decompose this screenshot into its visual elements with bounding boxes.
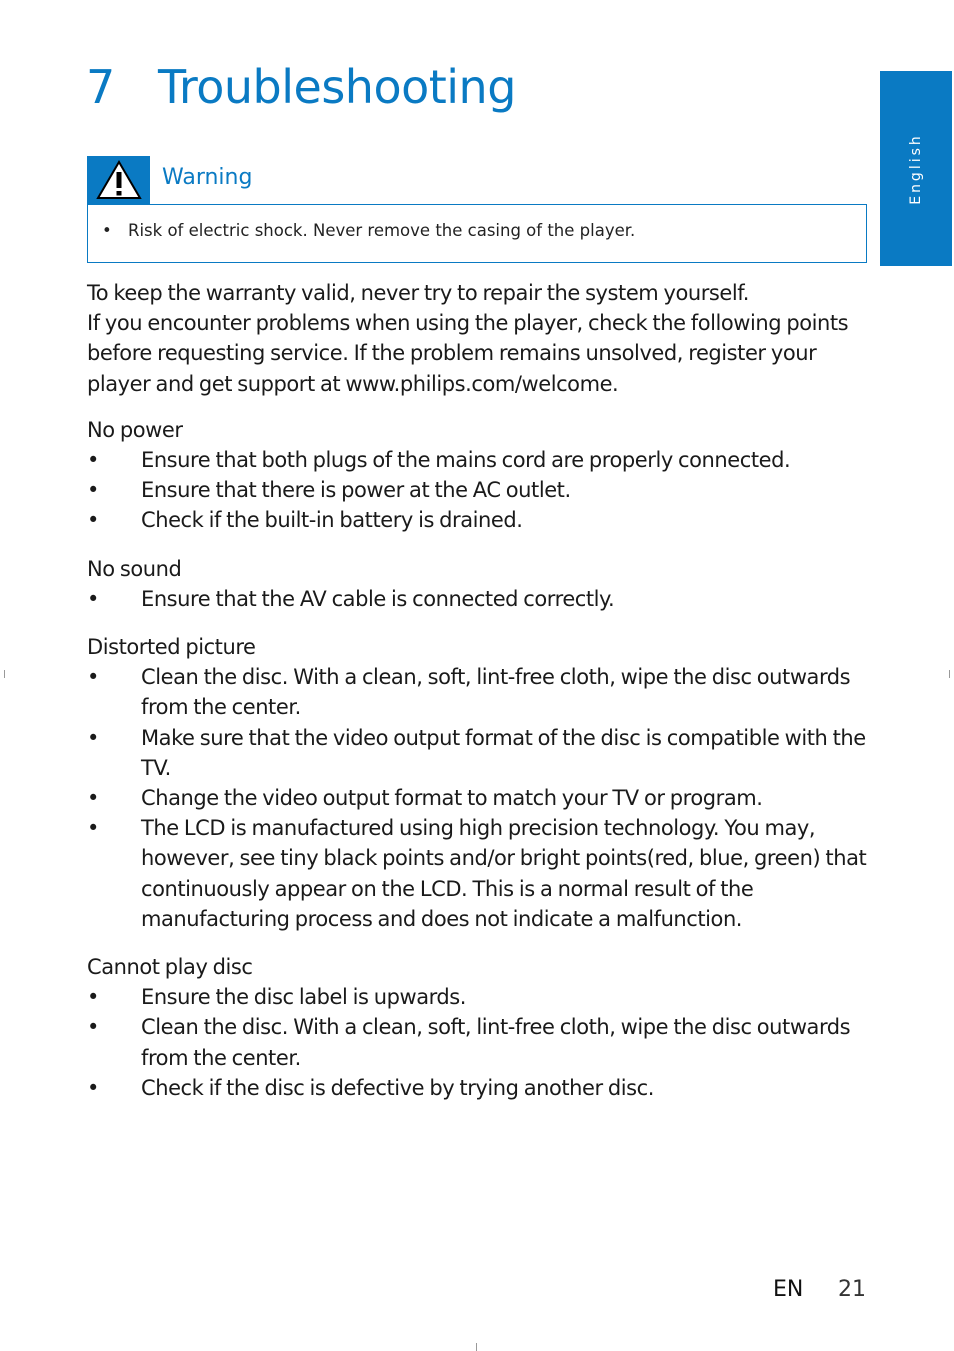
section-title: No sound xyxy=(87,556,182,581)
warning-header xyxy=(87,156,867,204)
warning-item: • Risk of electric shock. Never remove the casing of the player. xyxy=(102,221,636,240)
bullet-list xyxy=(87,982,877,1103)
crop-mark xyxy=(4,670,5,678)
list-item: • Clean the disc. With a clean, soft, lint-free cloth, wipe the disc outwards from the center. xyxy=(87,665,851,720)
intro-warranty: To keep the warranty valid, never try to repair the system yourself. xyxy=(87,281,749,305)
section-no-power xyxy=(87,415,877,536)
bullet-list xyxy=(87,584,877,614)
bullet-list xyxy=(87,662,877,934)
language-tab xyxy=(880,71,952,266)
list-item: • Ensure that both plugs of the mains cord are properly connected. xyxy=(87,448,791,473)
list-item: • Check if the disc is defective by trying another disc. xyxy=(87,1075,654,1100)
list-item: • Change the video output format to match your TV or program. xyxy=(87,786,763,811)
warning-triangle-icon xyxy=(96,160,142,200)
crop-mark xyxy=(949,670,950,678)
list-item: • Check if the built-in battery is drained. xyxy=(87,508,523,533)
list-item: • Make sure that the video output format of the disc is compatible with the TV. xyxy=(87,725,866,780)
section-distorted-picture xyxy=(87,632,877,934)
chapter-title-text: Troubleshooting xyxy=(158,60,516,114)
language-tab-label: English xyxy=(908,132,924,205)
page-number: 21 xyxy=(838,1277,866,1302)
section-no-sound xyxy=(87,554,877,614)
main-content xyxy=(87,278,877,1121)
section-cannot-play-disc xyxy=(87,952,877,1103)
warning-box xyxy=(87,204,867,263)
chapter-title xyxy=(86,60,516,114)
list-item: • Ensure that the AV cable is connected correctly. xyxy=(87,586,615,611)
section-title: Cannot play disc xyxy=(87,955,253,980)
list-item: • Ensure the disc label is upwards. xyxy=(87,985,467,1010)
crop-mark xyxy=(476,1343,477,1351)
warning-label: Warning xyxy=(162,165,253,190)
footer-language-code: EN xyxy=(773,1277,804,1302)
section-title: Distorted picture xyxy=(87,635,256,660)
list-item: • Ensure that there is power at the AC outlet. xyxy=(87,478,571,503)
chapter-number: 7 xyxy=(86,60,115,114)
list-item: • The LCD is manufactured using high precision technology. You may, however, see tiny black points and/or bright points(red, blue, green) that continuously appear on the LCD. This is a normal result of the manufacturing process and does not indicate a malfunction. xyxy=(87,816,867,931)
intro-support: If you encounter problems when using the player, check the following points before requesting service. If the problem remains unsolved, register your player and get support at www.philips.com/welcome. xyxy=(87,311,849,396)
list-item: • Clean the disc. With a clean, soft, lint-free cloth, wipe the disc outwards from the center. xyxy=(87,1015,851,1070)
bullet-list xyxy=(87,445,877,536)
warning-icon-box xyxy=(87,156,150,204)
section-title: No power xyxy=(87,417,183,442)
